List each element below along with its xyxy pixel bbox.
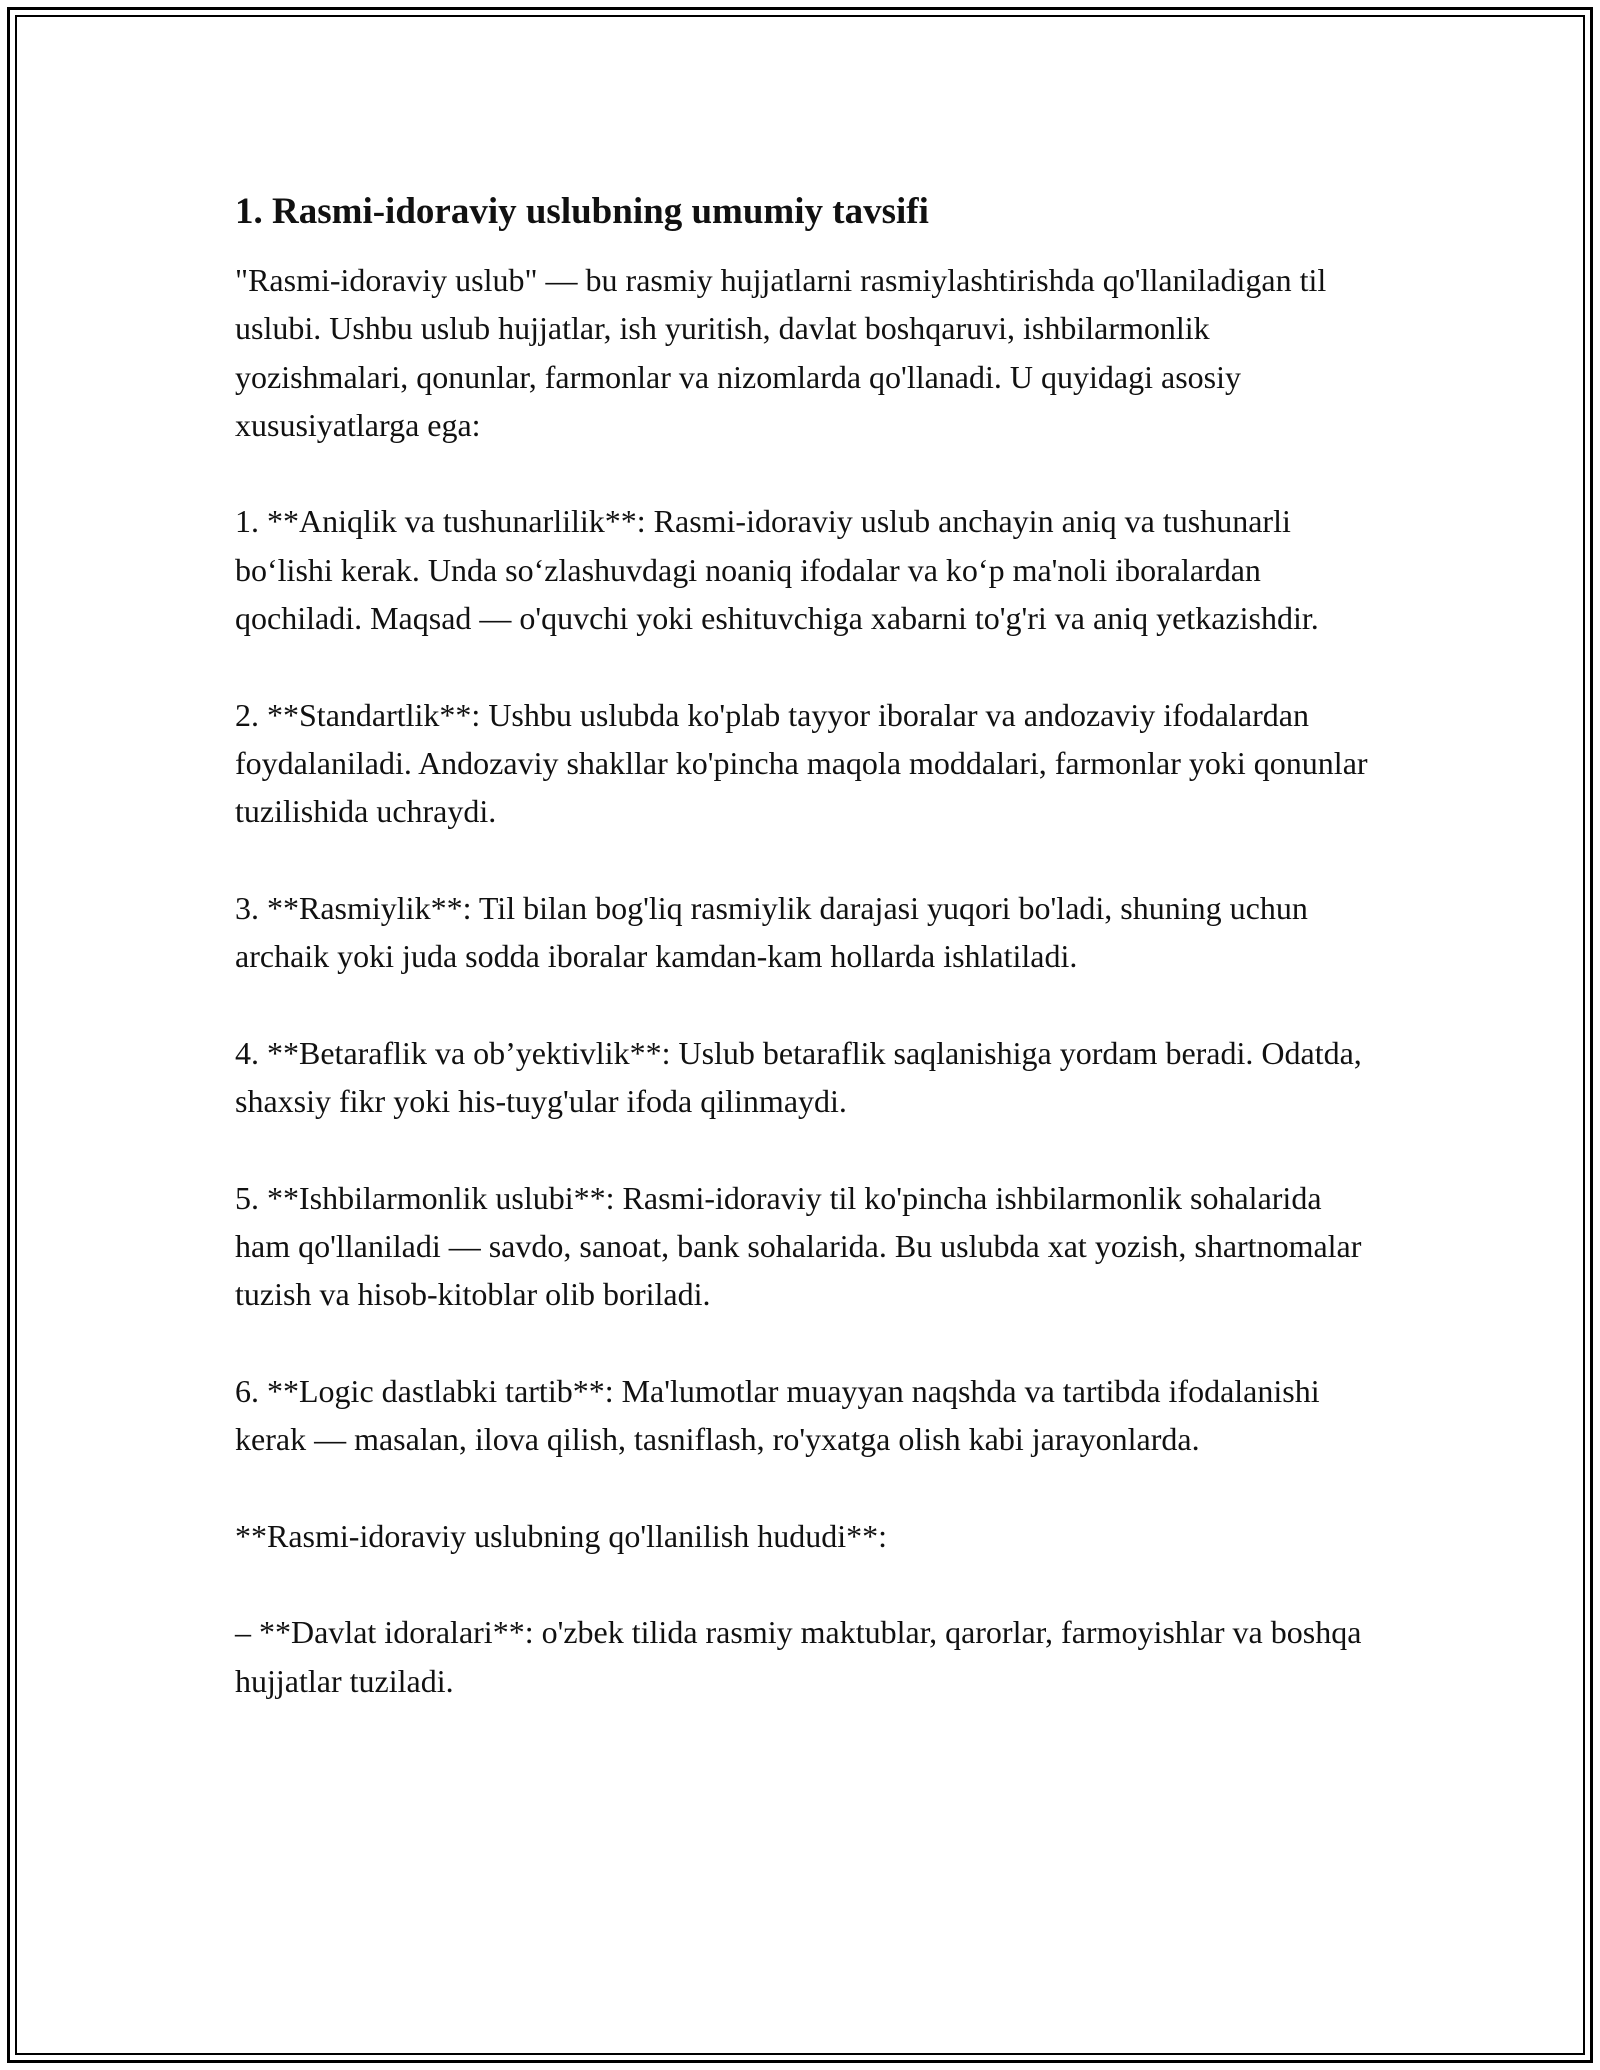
feature-item-2: 2. **Standartlik**: Ushbu uslubda ko'plab tayyor iboralar va andozaviy ifodalardan foydalaniladi. Andozaviy shakllar ko'pincha maqola moddalari, farmonlar yoki qonunlar tuzilishida uchraydi. bbox=[235, 696, 1368, 830]
usage-heading: **Rasmi-idoraviy uslubning qo'llanilish hududi**: bbox=[235, 1517, 887, 1554]
feature-item-1: 1. **Aniqlik va tushunarlilik**: Rasmi-idoraviy uslub anchayin aniq va tushunarli boʻlishi kerak. Unda soʻzlashuvdagi noaniq ifodalar va koʻp ma'noli iboralardan qochiladi. Maqsad — o'quvchi yoki eshituvchiga xabarni to'g'ri va aniq yetkazishdir. bbox=[235, 503, 1319, 637]
feature-item-3: 3. **Rasmiylik**: Til bilan bog'liq rasmiylik darajasi yuqori bo'ladi, shuning uchun archaik yoki juda sodda iboralar kamdan-kam hollarda ishlatiladi. bbox=[235, 889, 1308, 975]
section-title: 1. Rasmi-idoraviy uslubning umumiy tavsifi bbox=[235, 191, 929, 232]
document-body bbox=[235, 188, 1370, 1753]
usage-item-1: – **Davlat idoralari**: o'zbek tilida rasmiy maktublar, qarorlar, farmoyishlar va boshqa hujjatlar tuziladi. bbox=[235, 1614, 1362, 1699]
intro-paragraph: "Rasmi-idoraviy uslub" — bu rasmiy hujjatlarni rasmiylashtirishda qo'llaniladigan til uslubi. Ushbu uslub hujjatlar, ish yuritish, davlat boshqaruvi, ishbilarmonlik yozishmalari, qonunlar, farmonlar va nizomlarda qo'llanadi. U quyidagi asosiy xususiyatlarga ega: bbox=[235, 262, 1327, 443]
feature-item-4: 4. **Betaraflik va ob’yektivlik**: Uslub betaraflik saqlanishiga yordam beradi. Odatda, shaxsiy fikr yoki his-tuyg'ular ifoda qilinmaydi. bbox=[235, 1034, 1362, 1120]
feature-item-5: 5. **Ishbilarmonlik uslubi**: Rasmi-idoraviy til ko'pincha ishbilarmonlik sohalarida ham qo'llaniladi — savdo, sanoat, bank sohalarida. Bu uslubda xat yozish, shartnomalar tuzish va hisob-kitoblar olib boriladi. bbox=[235, 1179, 1362, 1313]
feature-item-6: 6. **Logic dastlabki tartib**: Ma'lumotlar muayyan naqshda va tartibda ifodalanishi kerak — masalan, ilova qilish, tasniflash, ro'yxatga olish kabi jarayonlarda. bbox=[235, 1372, 1320, 1458]
